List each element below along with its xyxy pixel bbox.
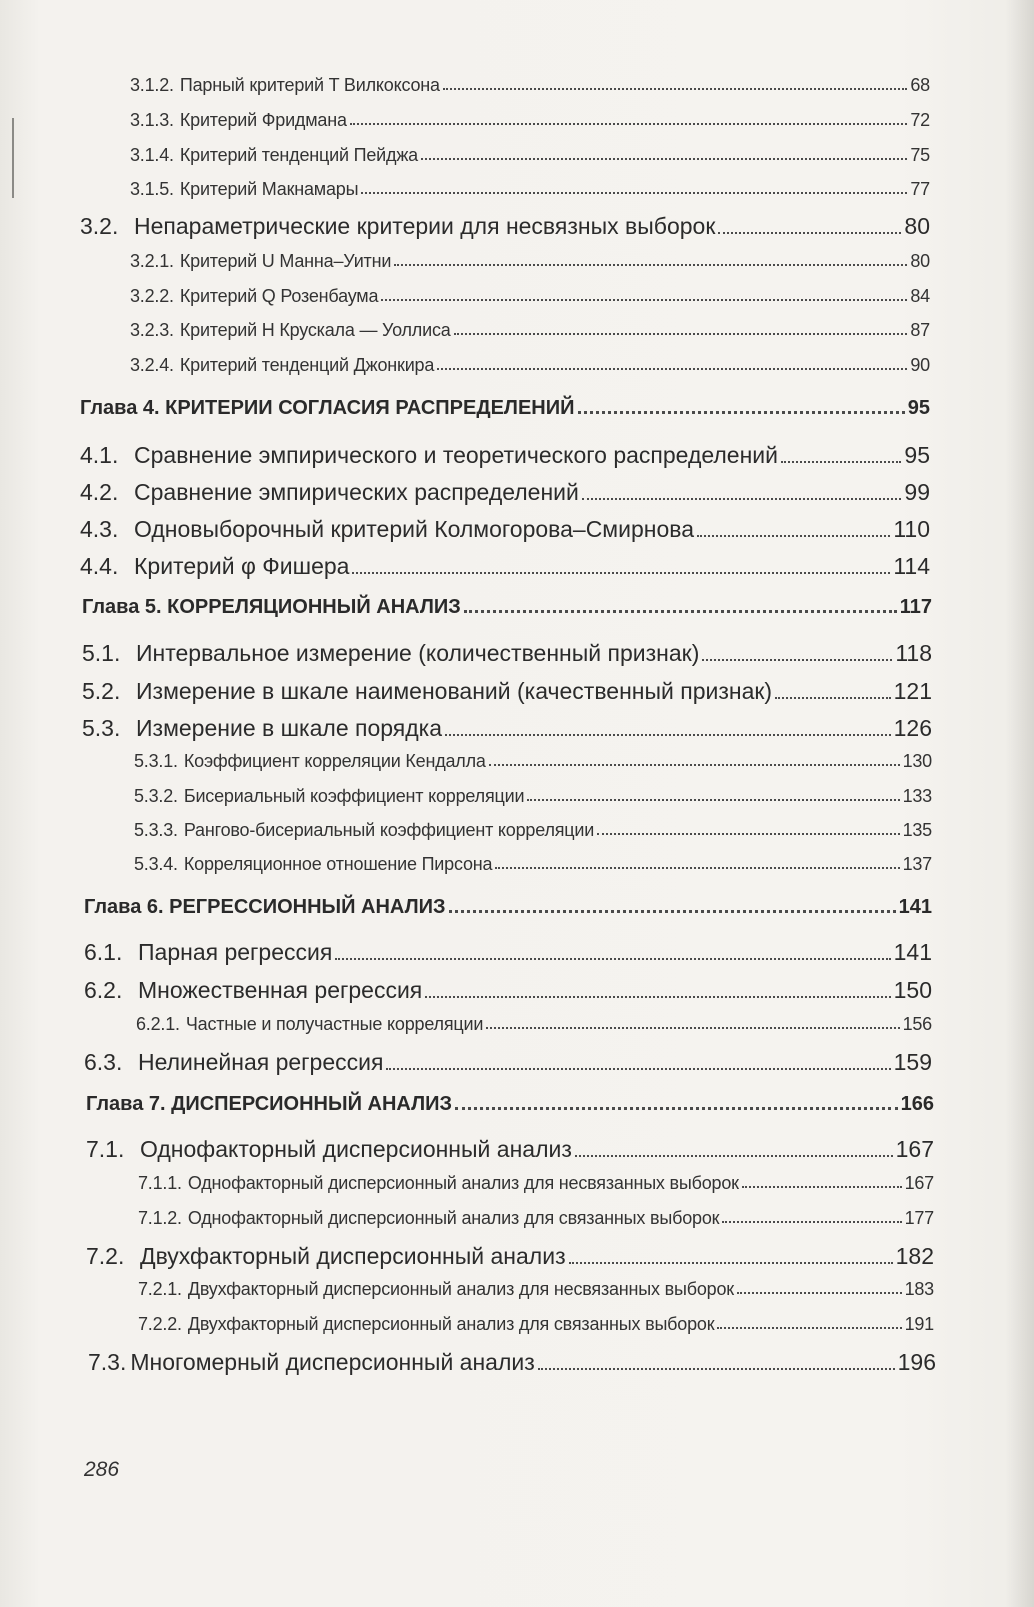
toc-entry-number: 3.2.3. xyxy=(130,320,174,340)
dot-leader xyxy=(575,1155,893,1157)
toc-entry-number: 4.3. xyxy=(80,516,119,542)
toc-entry xyxy=(80,444,930,467)
toc-entry xyxy=(130,321,930,339)
toc-entry-page: 110 xyxy=(893,516,930,542)
toc-entry-number: 7.1.1. xyxy=(138,1173,182,1193)
toc-entry xyxy=(136,1015,932,1033)
toc-entry-page: 99 xyxy=(904,479,930,505)
toc-entry-title: Интервальное измерение (количественный признак) xyxy=(136,640,700,666)
toc-entry-number: 5.3.3. xyxy=(134,820,178,840)
toc-entry xyxy=(86,1245,934,1268)
toc-entry-page: 183 xyxy=(904,1279,934,1299)
toc-entry-title: Коэффициент корреляции Кендалла xyxy=(183,751,486,771)
toc-entry-title: Двухфакторный дисперсионный анализ xyxy=(140,1243,566,1269)
toc-entry-number: 4.2. xyxy=(80,479,119,505)
toc-entry-number: 6.1. xyxy=(84,939,123,965)
toc-entry-page: 87 xyxy=(910,320,930,340)
dot-leader xyxy=(454,333,908,335)
toc-entry-page: 80 xyxy=(910,251,930,271)
toc-entry-number: 5.3.1. xyxy=(134,751,178,771)
dot-leader xyxy=(445,734,891,736)
toc-chapter xyxy=(80,398,930,418)
toc-entry-page: 80 xyxy=(904,213,930,239)
toc-entry xyxy=(130,287,930,305)
toc-entry-page: 133 xyxy=(902,786,932,806)
toc-chapter xyxy=(84,897,932,917)
margin-mark xyxy=(12,118,14,198)
toc-entry-page: 196 xyxy=(897,1349,936,1375)
dot-leader xyxy=(722,1221,901,1223)
toc-entry xyxy=(82,642,932,665)
toc-entry-title: Однофакторный дисперсионный анализ xyxy=(140,1136,572,1162)
toc-entry xyxy=(134,855,932,873)
toc-entry-page: 84 xyxy=(910,286,930,306)
dot-leader xyxy=(742,1186,902,1188)
toc-entry-number: 3.2.4. xyxy=(130,355,174,375)
toc-entry-number: 4.1. xyxy=(80,442,119,468)
toc-entry-title: Непараметрические критерии для несвязных выборок xyxy=(134,213,716,239)
dot-leader xyxy=(527,799,899,801)
dot-leader xyxy=(381,299,907,301)
toc-entry-page: 141 xyxy=(898,896,932,918)
dot-leader xyxy=(386,1068,890,1070)
toc-entry-number: 3.2.1. xyxy=(130,251,174,271)
toc-entry-number: 5.3.4. xyxy=(134,854,178,874)
toc-chapter-title: Глава 7. ДИСПЕРСИОННЫЙ АНАЛИЗ xyxy=(86,1093,453,1115)
toc-entry xyxy=(80,215,930,238)
dot-leader xyxy=(464,610,897,613)
toc-entry-page: 130 xyxy=(902,751,932,771)
dot-leader xyxy=(578,411,905,414)
toc-entry-title: Критерий тенденций Джонкира xyxy=(179,355,435,375)
toc-entry xyxy=(88,1351,936,1374)
toc-entry-title: Одновыборочный критерий Колмогорова–Смирнова xyxy=(134,516,695,542)
toc-entry-page: 95 xyxy=(907,397,930,419)
toc-entry-title: Двухфакторный дисперсионный анализ для несвязанных выборок xyxy=(187,1279,734,1299)
toc-chapter xyxy=(82,597,932,617)
toc-entry xyxy=(134,787,932,805)
toc-entry-page: 191 xyxy=(904,1314,934,1334)
dot-leader xyxy=(569,1262,893,1264)
toc-entry-title: Однофакторный дисперсионный анализ для несвязанных выборок xyxy=(187,1173,739,1193)
toc-entry-page: 117 xyxy=(899,596,932,618)
toc-entry-title: Сравнение эмпирического и теоретического распределений xyxy=(134,442,778,468)
toc-entry xyxy=(84,941,932,964)
toc-entry-number: 5.3. xyxy=(82,715,121,741)
toc-entry xyxy=(130,356,930,374)
toc-entry-number: 7.2.1. xyxy=(138,1279,182,1299)
dot-leader xyxy=(443,88,908,90)
toc-entry-title: Измерение в шкале наименований (качественный признак) xyxy=(136,678,773,704)
toc-entry xyxy=(130,76,930,94)
dot-leader xyxy=(717,1327,901,1329)
toc-entry xyxy=(80,518,930,541)
toc-entry xyxy=(84,979,932,1002)
toc-entry-page: 135 xyxy=(902,820,932,840)
toc-entry-page: 72 xyxy=(910,110,930,130)
toc-entry xyxy=(130,252,930,270)
dot-leader xyxy=(489,764,900,766)
dot-leader xyxy=(781,461,901,463)
toc-entry-title: Критерий Н Крускала — Уоллиса xyxy=(179,320,451,340)
toc-entry-number: 7.2.2. xyxy=(138,1314,182,1334)
toc-entry xyxy=(130,111,930,129)
toc-entry-title: Двухфакторный дисперсионный анализ для связанных выборок xyxy=(187,1314,715,1334)
dot-leader xyxy=(697,535,890,537)
toc-entry-title: Критерий U Манна–Уитни xyxy=(179,251,392,271)
dot-leader xyxy=(437,368,907,370)
toc-entry-page: 75 xyxy=(910,145,930,165)
toc-entry xyxy=(82,680,932,703)
toc-entry-page: 95 xyxy=(904,442,930,468)
toc-entry-page: 167 xyxy=(904,1173,934,1193)
dot-leader xyxy=(702,659,892,661)
toc-entry-title: Критерий Фридмана xyxy=(179,110,347,130)
toc-entry-page: 159 xyxy=(893,1049,932,1075)
dot-leader xyxy=(421,158,907,160)
toc-entry-number: 7.3. xyxy=(88,1349,127,1375)
toc-entry xyxy=(134,752,932,770)
toc-entry-number: 3.2. xyxy=(80,213,119,239)
toc-entry-number: 3.1.2. xyxy=(130,75,174,95)
toc-entry-page: 121 xyxy=(893,678,932,704)
toc-entry-title: Нелинейная регрессия xyxy=(138,1049,384,1075)
dot-leader xyxy=(394,264,907,266)
toc-entry-number: 3.2.2. xyxy=(130,286,174,306)
toc-entry-title: Критерий тенденций Пейджа xyxy=(179,145,418,165)
dot-leader xyxy=(495,867,899,869)
toc-entry-title: Рангово-бисериальный коэффициент корреляции xyxy=(183,820,595,840)
toc-entry-number: 3.1.4. xyxy=(130,145,174,165)
toc-entry-page: 126 xyxy=(893,715,932,741)
toc-entry-page: 68 xyxy=(910,75,930,95)
toc-entry-title: Парный критерий T Вилкоксона xyxy=(179,75,440,95)
dot-leader xyxy=(350,123,908,125)
toc-entry xyxy=(80,481,930,504)
toc-entry-page: 114 xyxy=(893,553,930,579)
toc-entry-page: 177 xyxy=(904,1208,934,1228)
dot-leader xyxy=(737,1292,902,1294)
toc-entry-title: Измерение в шкале порядка xyxy=(136,715,443,741)
toc-chapter-title: Глава 4. КРИТЕРИИ СОГЛАСИЯ РАСПРЕДЕЛЕНИЙ xyxy=(80,397,575,419)
toc-entry-title: Парная регрессия xyxy=(138,939,333,965)
toc-entry xyxy=(134,821,932,839)
toc-entry-number: 5.1. xyxy=(82,640,121,666)
toc-entry-title: Критерий Q Розенбаума xyxy=(179,286,379,306)
toc-entry-page: 167 xyxy=(895,1136,934,1162)
toc-entry-title: Критерий φ Фишера xyxy=(134,553,350,579)
toc-entry-title: Однофакторный дисперсионный анализ для связанных выборок xyxy=(187,1208,720,1228)
toc-entry xyxy=(138,1209,934,1227)
toc-entry-page: 166 xyxy=(900,1093,934,1115)
toc-entry-title: Многомерный дисперсионный анализ xyxy=(130,1349,535,1375)
toc-entry-number: 4.4. xyxy=(80,553,119,579)
toc-chapter-title: Глава 6. РЕГРЕССИОННЫЙ АНАЛИЗ xyxy=(84,896,446,918)
dot-leader xyxy=(582,498,902,500)
toc-entry-number: 6.3. xyxy=(84,1049,123,1075)
toc-entry-number: 3.1.3. xyxy=(130,110,174,130)
toc-entry xyxy=(138,1315,934,1333)
toc-entry-page: 137 xyxy=(902,854,932,874)
toc-entry xyxy=(138,1174,934,1192)
toc-entry xyxy=(82,717,932,740)
toc-entry-number: 7.2. xyxy=(86,1243,125,1269)
page-number: 286 xyxy=(84,1458,120,1481)
toc-entry xyxy=(86,1138,934,1161)
toc-entry-page: 182 xyxy=(895,1243,934,1269)
toc-chapter xyxy=(86,1094,934,1114)
dot-leader xyxy=(425,996,890,998)
dot-leader xyxy=(597,833,899,835)
toc-entry xyxy=(130,146,930,164)
dot-leader xyxy=(335,958,890,960)
toc-entry-page: 141 xyxy=(893,939,932,965)
toc-entry-title: Частные и получастные корреляции xyxy=(185,1014,484,1034)
dot-leader xyxy=(352,572,890,574)
toc-entry xyxy=(138,1280,934,1298)
toc-entry xyxy=(130,180,930,198)
toc-entry xyxy=(80,555,930,578)
dot-leader xyxy=(486,1027,899,1029)
toc-entry-page: 77 xyxy=(910,179,930,199)
toc-entry-page: 90 xyxy=(910,355,930,375)
toc-entry-page: 118 xyxy=(895,640,932,666)
toc-entry-number: 5.2. xyxy=(82,678,121,704)
toc-entry-number: 7.1. xyxy=(86,1136,125,1162)
toc-entry-number: 3.1.5. xyxy=(130,179,174,199)
toc-entry-title: Множественная регрессия xyxy=(138,977,423,1003)
dot-leader xyxy=(449,910,896,913)
dot-leader xyxy=(718,232,901,234)
toc-entry-number: 5.3.2. xyxy=(134,786,178,806)
toc-entry-title: Сравнение эмпирических распределений xyxy=(134,479,579,505)
dot-leader xyxy=(361,192,907,194)
toc-entry-title: Критерий Макнамары xyxy=(179,179,359,199)
page-edge-shadow xyxy=(1006,0,1034,1607)
toc-entry-title: Корреляционное отношение Пирсона xyxy=(183,854,493,874)
toc-entry-title: Бисериальный коэффициент корреляции xyxy=(183,786,525,806)
dot-leader xyxy=(775,697,891,699)
dot-leader xyxy=(538,1368,895,1370)
toc-chapter-title: Глава 5. КОРРЕЛЯЦИОННЫЙ АНАЛИЗ xyxy=(82,596,461,618)
toc-entry-page: 150 xyxy=(893,977,932,1003)
dot-leader xyxy=(455,1107,898,1110)
toc-entry-number: 6.2.1. xyxy=(136,1014,180,1034)
toc-entry xyxy=(84,1051,932,1074)
toc-entry-number: 6.2. xyxy=(84,977,123,1003)
toc-entry-number: 7.1.2. xyxy=(138,1208,182,1228)
toc-entry-page: 156 xyxy=(902,1014,932,1034)
